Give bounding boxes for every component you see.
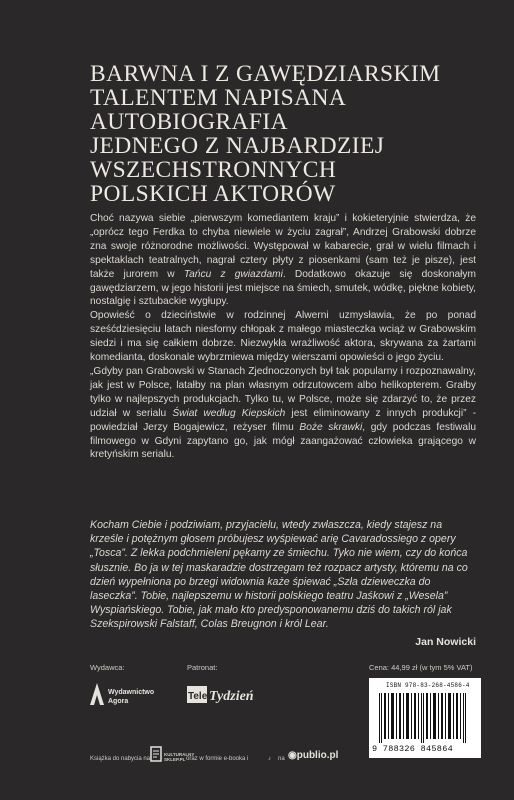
isbn-text: ISBN 978-83-268-4586-4 xyxy=(386,682,470,689)
svg-text:Tele: Tele xyxy=(188,691,208,702)
kulturalny-sklep-text xyxy=(164,752,194,762)
blurb-body xyxy=(90,212,476,462)
barcode-number: 9 788326 845864 xyxy=(372,744,454,754)
kulturalny-sklep-logo-icon xyxy=(150,746,162,767)
show-title: Tańcu z gwiazdami xyxy=(183,268,283,280)
text-span: „Gdyby pan Grabowski w Stanach Zjednoczonych był tak popularny i rozpoznawalny, jak jest w Polsce, latałby na plan własnym odrzutowcem albo helikopterem. Grałby tylko w najlepszych produkcjach. Tylko tu, w Polsce, może się zdarzyć to, że przez udział w serialu xyxy=(90,365,476,419)
ebook-text: oraz w formie e-booka i xyxy=(186,756,249,762)
testimonial-quote: Kocham Ciebie i podziwiam, przyjacielu, wtedy zwłaszcza, kiedy stajesz na krześle i potężnym głosem próbujesz wyśpiewać arię Cavaradossiego z opery „Tosca”. Z lekka podchmieleni pękamy ze śmiechu. Tyko nie wiem, czy do końca słusznie. Bo ja w tej maskaradzie dostrzegam też rozpacz artysty, któremu na co dzień wypełniona po brzegi widownia każe śpiewać „Szła dzieweczka do laseczka”. Tobie, najlepszemu w historii polskiego teatru Jaśkowi z „Wesela” Wyspiańskiego. Tobie, jak mało kto predysponowanemu dziś do takich ról jak Szekspirowski Falstaff, Colas Breugnon i król Lear. xyxy=(90,519,468,631)
text-span: jest eliminowany z innych produkcji” - powiedział Jerzy Bogajewicz, reżyser filmu xyxy=(90,407,476,433)
availability-label: Książka do nabycia na: xyxy=(90,756,152,762)
headline xyxy=(90,62,490,206)
publisher-name-line: Wydawnictwo xyxy=(108,689,155,696)
publisher-name xyxy=(108,689,154,706)
text-span: Choć nazywa siebie „pierwszym komediantem kraju” i kokieteryjnie stwierdza, że „oprócz tego Ferdka to chyba niewiele w życiu zagrał”, Andrzej Grabowski dobrze zna swoje różnorodne możliwości. Występował w kabarecie, grał w wielu filmach i spektaklach teatralnych, nagrał cztery płyty z piosenkami (sam też je pisze), jest także jurorem w xyxy=(90,213,476,280)
publisher-label: Wydawca: xyxy=(90,663,125,672)
publisher-name-line: Agora xyxy=(108,697,129,705)
blurb-paragraph-3 xyxy=(90,365,476,462)
series-title: Świat według Kiepskich xyxy=(172,407,286,419)
publio-text: publio.pl xyxy=(296,750,339,761)
headline-line: POLSKICH AKTORÓW xyxy=(90,181,336,207)
film-title: Boże skrawki xyxy=(299,421,363,433)
blurb-paragraph-2: Opowieść o dzieciństwie w rodzinnej Alwerni uzmysławia, że po ponad sześćdziesięciu latach niesforny chłopak z małego miasteczka wciąż w Grabowskim siedzi i ma się całkiem dobrze. Niezwykła wrażliwość aktora, skrywana za żartami komedianta, doskonale wybrzmiewa między wierszami opowieści o jego życiu. xyxy=(90,310,476,364)
svg-text:Tydzień: Tydzień xyxy=(209,689,253,704)
blurb-paragraph-1 xyxy=(90,212,476,309)
ebook-na-text: na xyxy=(278,756,285,762)
patron-label: Patronat: xyxy=(187,663,218,672)
agora-logo-icon xyxy=(90,683,104,705)
mp3-icon: ♪ xyxy=(268,756,271,762)
tele-tydzien-logo-icon xyxy=(187,683,253,712)
text-span: . Dodatkowo okazuje się doskonałym gawędziarzem, w jego historii jest miejsce na śmiech, smutek, wódkę, piękne kobiety, nostalgię i sztubackie wygłupy. xyxy=(90,268,476,308)
kult-line: KULTURALNY xyxy=(164,752,195,757)
headline-line: JEDNEGO Z NAJBARDZIEJ xyxy=(90,133,385,159)
publio-logo xyxy=(288,750,338,761)
price: Cena: 44,99 zł (w tym 5% VAT) xyxy=(369,663,473,672)
barcode xyxy=(369,678,481,758)
testimonial-author: Jan Nowicki xyxy=(415,636,476,648)
headline-line: TALENTEM NAPISANA xyxy=(90,85,347,111)
headline-line: AUTOBIOGRAFIA xyxy=(90,109,288,135)
headline-line: BARWNA I Z GAWĘDZIARSKIM xyxy=(90,61,441,87)
kult-line: SKLEP.PL xyxy=(164,757,186,762)
text-span: , gdy podczas festiwalu filmowego w Gdyni zapytano go, jak mógł zaangażować człowieka grającego w kretyńskim serialu. xyxy=(90,421,476,461)
barcode-bars-icon xyxy=(377,693,473,743)
publio-icon: ◉ xyxy=(288,750,297,761)
headline-line: WSZECHSTRONNYCH xyxy=(90,157,337,183)
